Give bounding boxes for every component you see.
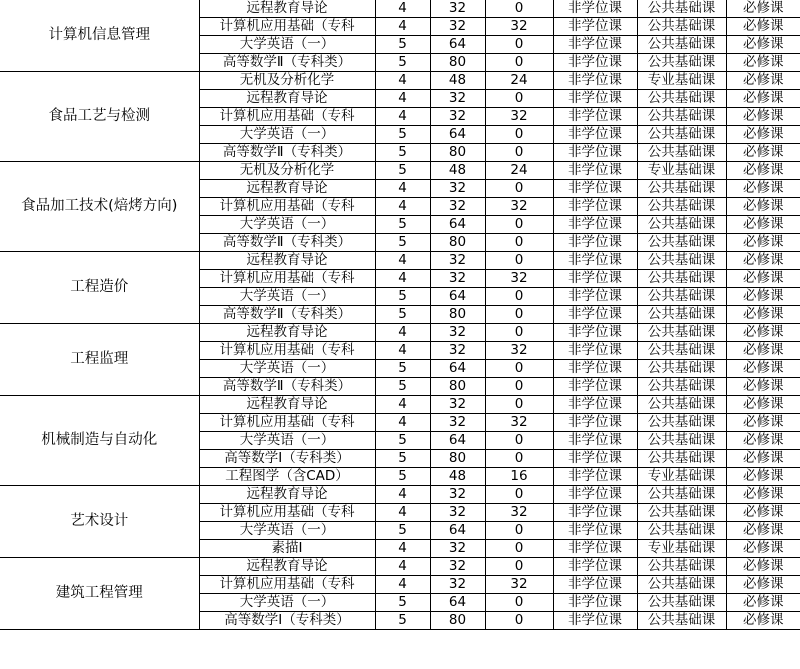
course-category-cell: 公共基础课 xyxy=(637,306,726,324)
credits-cell: 4 xyxy=(375,18,430,36)
credits-cell: 4 xyxy=(375,0,430,18)
hours-cell: 32 xyxy=(430,18,485,36)
lab-hours-cell: 0 xyxy=(485,144,553,162)
degree-type-cell: 非学位课 xyxy=(553,90,637,108)
course-category-cell: 公共基础课 xyxy=(637,144,726,162)
lab-hours-cell: 0 xyxy=(485,612,553,630)
credits-cell: 4 xyxy=(375,72,430,90)
course-category-cell: 公共基础课 xyxy=(637,180,726,198)
course-category-cell: 公共基础课 xyxy=(637,324,726,342)
course-category-cell: 公共基础课 xyxy=(637,234,726,252)
credits-cell: 4 xyxy=(375,540,430,558)
hours-cell: 64 xyxy=(430,126,485,144)
degree-type-cell: 非学位课 xyxy=(553,72,637,90)
course-category-cell: 公共基础课 xyxy=(637,594,726,612)
hours-cell: 64 xyxy=(430,216,485,234)
credits-cell: 5 xyxy=(375,360,430,378)
degree-type-cell: 非学位课 xyxy=(553,342,637,360)
course-nature-cell: 必修课 xyxy=(726,522,800,540)
degree-type-cell: 非学位课 xyxy=(553,324,637,342)
course-name-cell: 大学英语（一） xyxy=(199,288,375,306)
degree-type-cell: 非学位课 xyxy=(553,270,637,288)
course-name-cell: 计算机应用基础（专科 xyxy=(199,504,375,522)
degree-type-cell: 非学位课 xyxy=(553,162,637,180)
hours-cell: 32 xyxy=(430,0,485,18)
hours-cell: 32 xyxy=(430,342,485,360)
lab-hours-cell: 32 xyxy=(485,198,553,216)
degree-type-cell: 非学位课 xyxy=(553,576,637,594)
course-name-cell: 计算机应用基础（专科 xyxy=(199,108,375,126)
credits-cell: 4 xyxy=(375,198,430,216)
course-category-cell: 公共基础课 xyxy=(637,522,726,540)
major-cell: 计算机信息管理 xyxy=(0,0,199,72)
course-name-cell: 大学英语（一） xyxy=(199,126,375,144)
hours-cell: 32 xyxy=(430,108,485,126)
hours-cell: 48 xyxy=(430,468,485,486)
degree-type-cell: 非学位课 xyxy=(553,378,637,396)
course-nature-cell: 必修课 xyxy=(726,360,800,378)
course-category-cell: 公共基础课 xyxy=(637,558,726,576)
credits-cell: 5 xyxy=(375,216,430,234)
course-nature-cell: 必修课 xyxy=(726,414,800,432)
credits-cell: 5 xyxy=(375,162,430,180)
course-nature-cell: 必修课 xyxy=(726,306,800,324)
course-name-cell: 计算机应用基础（专科 xyxy=(199,576,375,594)
course-category-cell: 公共基础课 xyxy=(637,612,726,630)
course-name-cell: 远程教育导论 xyxy=(199,90,375,108)
table-row xyxy=(0,72,800,90)
course-nature-cell: 必修课 xyxy=(726,432,800,450)
lab-hours-cell: 0 xyxy=(485,522,553,540)
course-name-cell: 远程教育导论 xyxy=(199,558,375,576)
course-name-cell: 高等数学Ⅱ（专科类） xyxy=(199,144,375,162)
hours-cell: 64 xyxy=(430,36,485,54)
credits-cell: 5 xyxy=(375,36,430,54)
credits-cell: 4 xyxy=(375,324,430,342)
course-nature-cell: 必修课 xyxy=(726,90,800,108)
course-name-cell: 素描Ⅰ xyxy=(199,540,375,558)
credits-cell: 4 xyxy=(375,558,430,576)
course-nature-cell: 必修课 xyxy=(726,180,800,198)
hours-cell: 32 xyxy=(430,576,485,594)
credits-cell: 4 xyxy=(375,342,430,360)
credits-cell: 5 xyxy=(375,612,430,630)
course-nature-cell: 必修课 xyxy=(726,126,800,144)
table-row xyxy=(0,324,800,342)
lab-hours-cell: 16 xyxy=(485,468,553,486)
course-name-cell: 高等数学Ⅱ（专科类） xyxy=(199,306,375,324)
course-nature-cell: 必修课 xyxy=(726,612,800,630)
hours-cell: 64 xyxy=(430,522,485,540)
degree-type-cell: 非学位课 xyxy=(553,540,637,558)
major-cell: 建筑工程管理 xyxy=(0,558,199,630)
degree-type-cell: 非学位课 xyxy=(553,558,637,576)
course-category-cell: 公共基础课 xyxy=(637,270,726,288)
lab-hours-cell: 24 xyxy=(485,162,553,180)
credits-cell: 4 xyxy=(375,576,430,594)
lab-hours-cell: 32 xyxy=(485,18,553,36)
hours-cell: 32 xyxy=(430,540,485,558)
course-category-cell: 专业基础课 xyxy=(637,468,726,486)
degree-type-cell: 非学位课 xyxy=(553,414,637,432)
course-nature-cell: 必修课 xyxy=(726,504,800,522)
lab-hours-cell: 0 xyxy=(485,288,553,306)
major-cell: 食品加工技术(焙烤方向) xyxy=(0,162,199,252)
credits-cell: 5 xyxy=(375,594,430,612)
course-name-cell: 远程教育导论 xyxy=(199,486,375,504)
hours-cell: 32 xyxy=(430,414,485,432)
course-nature-cell: 必修课 xyxy=(726,468,800,486)
course-category-cell: 公共基础课 xyxy=(637,36,726,54)
course-nature-cell: 必修课 xyxy=(726,288,800,306)
course-nature-cell: 必修课 xyxy=(726,486,800,504)
degree-type-cell: 非学位课 xyxy=(553,144,637,162)
course-nature-cell: 必修课 xyxy=(726,342,800,360)
course-nature-cell: 必修课 xyxy=(726,234,800,252)
course-category-cell: 公共基础课 xyxy=(637,216,726,234)
course-name-cell: 远程教育导论 xyxy=(199,396,375,414)
degree-type-cell: 非学位课 xyxy=(553,180,637,198)
lab-hours-cell: 32 xyxy=(485,342,553,360)
lab-hours-cell: 0 xyxy=(485,432,553,450)
hours-cell: 32 xyxy=(430,558,485,576)
course-nature-cell: 必修课 xyxy=(726,252,800,270)
hours-cell: 64 xyxy=(430,360,485,378)
course-name-cell: 高等数学Ⅰ（专科类） xyxy=(199,612,375,630)
course-category-cell: 公共基础课 xyxy=(637,342,726,360)
course-category-cell: 公共基础课 xyxy=(637,90,726,108)
course-name-cell: 高等数学Ⅰ（专科类） xyxy=(199,450,375,468)
hours-cell: 32 xyxy=(430,252,485,270)
course-name-cell: 远程教育导论 xyxy=(199,0,375,18)
degree-type-cell: 非学位课 xyxy=(553,432,637,450)
degree-type-cell: 非学位课 xyxy=(553,288,637,306)
credits-cell: 4 xyxy=(375,396,430,414)
credits-cell: 5 xyxy=(375,126,430,144)
course-name-cell: 计算机应用基础（专科 xyxy=(199,414,375,432)
course-nature-cell: 必修课 xyxy=(726,396,800,414)
hours-cell: 80 xyxy=(430,612,485,630)
hours-cell: 32 xyxy=(430,180,485,198)
course-name-cell: 远程教育导论 xyxy=(199,324,375,342)
table-row xyxy=(0,396,800,414)
course-nature-cell: 必修课 xyxy=(726,162,800,180)
major-cell: 工程造价 xyxy=(0,252,199,324)
lab-hours-cell: 32 xyxy=(485,576,553,594)
table-row xyxy=(0,162,800,180)
course-category-cell: 公共基础课 xyxy=(637,288,726,306)
credits-cell: 5 xyxy=(375,144,430,162)
credits-cell: 5 xyxy=(375,450,430,468)
course-nature-cell: 必修课 xyxy=(726,36,800,54)
degree-type-cell: 非学位课 xyxy=(553,54,637,72)
course-name-cell: 大学英语（一） xyxy=(199,36,375,54)
course-name-cell: 远程教育导论 xyxy=(199,252,375,270)
course-name-cell: 大学英语（一） xyxy=(199,594,375,612)
course-nature-cell: 必修课 xyxy=(726,558,800,576)
hours-cell: 32 xyxy=(430,504,485,522)
course-nature-cell: 必修课 xyxy=(726,594,800,612)
course-nature-cell: 必修课 xyxy=(726,540,800,558)
credits-cell: 5 xyxy=(375,306,430,324)
credits-cell: 5 xyxy=(375,54,430,72)
degree-type-cell: 非学位课 xyxy=(553,0,637,18)
course-name-cell: 计算机应用基础（专科 xyxy=(199,198,375,216)
course-category-cell: 公共基础课 xyxy=(637,486,726,504)
major-cell: 艺术设计 xyxy=(0,486,199,558)
course-category-cell: 公共基础课 xyxy=(637,198,726,216)
hours-cell: 80 xyxy=(430,306,485,324)
credits-cell: 4 xyxy=(375,90,430,108)
course-category-cell: 公共基础课 xyxy=(637,576,726,594)
lab-hours-cell: 0 xyxy=(485,378,553,396)
course-nature-cell: 必修课 xyxy=(726,198,800,216)
course-category-cell: 公共基础课 xyxy=(637,360,726,378)
lab-hours-cell: 32 xyxy=(485,414,553,432)
hours-cell: 64 xyxy=(430,594,485,612)
hours-cell: 32 xyxy=(430,324,485,342)
course-name-cell: 计算机应用基础（专科 xyxy=(199,342,375,360)
lab-hours-cell: 0 xyxy=(485,0,553,18)
course-nature-cell: 必修课 xyxy=(726,144,800,162)
course-category-cell: 公共基础课 xyxy=(637,378,726,396)
degree-type-cell: 非学位课 xyxy=(553,216,637,234)
credits-cell: 4 xyxy=(375,252,430,270)
credits-cell: 4 xyxy=(375,486,430,504)
lab-hours-cell: 0 xyxy=(485,540,553,558)
course-category-cell: 公共基础课 xyxy=(637,108,726,126)
course-name-cell: 无机及分析化学 xyxy=(199,72,375,90)
course-nature-cell: 必修课 xyxy=(726,54,800,72)
course-category-cell: 公共基础课 xyxy=(637,396,726,414)
credits-cell: 4 xyxy=(375,270,430,288)
course-name-cell: 计算机应用基础（专科 xyxy=(199,18,375,36)
course-nature-cell: 必修课 xyxy=(726,378,800,396)
table-row xyxy=(0,252,800,270)
hours-cell: 48 xyxy=(430,72,485,90)
credits-cell: 4 xyxy=(375,504,430,522)
course-name-cell: 工程图学（含CAD） xyxy=(199,468,375,486)
hours-cell: 80 xyxy=(430,234,485,252)
hours-cell: 64 xyxy=(430,288,485,306)
degree-type-cell: 非学位课 xyxy=(553,108,637,126)
degree-type-cell: 非学位课 xyxy=(553,234,637,252)
credits-cell: 5 xyxy=(375,378,430,396)
lab-hours-cell: 0 xyxy=(485,450,553,468)
lab-hours-cell: 0 xyxy=(485,324,553,342)
lab-hours-cell: 32 xyxy=(485,108,553,126)
major-cell: 食品工艺与检测 xyxy=(0,72,199,162)
hours-cell: 48 xyxy=(430,162,485,180)
table-row xyxy=(0,0,800,18)
lab-hours-cell: 0 xyxy=(485,36,553,54)
degree-type-cell: 非学位课 xyxy=(553,18,637,36)
lab-hours-cell: 24 xyxy=(485,72,553,90)
lab-hours-cell: 0 xyxy=(485,126,553,144)
degree-type-cell: 非学位课 xyxy=(553,36,637,54)
course-category-cell: 公共基础课 xyxy=(637,18,726,36)
course-nature-cell: 必修课 xyxy=(726,0,800,18)
hours-cell: 32 xyxy=(430,198,485,216)
degree-type-cell: 非学位课 xyxy=(553,396,637,414)
degree-type-cell: 非学位课 xyxy=(553,198,637,216)
course-category-cell: 公共基础课 xyxy=(637,432,726,450)
course-name-cell: 高等数学Ⅱ（专科类） xyxy=(199,54,375,72)
course-category-cell: 公共基础课 xyxy=(637,126,726,144)
lab-hours-cell: 0 xyxy=(485,594,553,612)
course-nature-cell: 必修课 xyxy=(726,108,800,126)
course-name-cell: 无机及分析化学 xyxy=(199,162,375,180)
course-name-cell: 高等数学Ⅱ（专科类） xyxy=(199,234,375,252)
lab-hours-cell: 32 xyxy=(485,504,553,522)
course-category-cell: 专业基础课 xyxy=(637,540,726,558)
course-category-cell: 公共基础课 xyxy=(637,450,726,468)
major-cell: 机械制造与自动化 xyxy=(0,396,199,486)
credits-cell: 5 xyxy=(375,234,430,252)
course-category-cell: 公共基础课 xyxy=(637,504,726,522)
lab-hours-cell: 0 xyxy=(485,90,553,108)
credits-cell: 5 xyxy=(375,468,430,486)
credits-cell: 5 xyxy=(375,432,430,450)
hours-cell: 32 xyxy=(430,396,485,414)
degree-type-cell: 非学位课 xyxy=(553,612,637,630)
course-name-cell: 大学英语（一） xyxy=(199,432,375,450)
degree-type-cell: 非学位课 xyxy=(553,522,637,540)
lab-hours-cell: 0 xyxy=(485,234,553,252)
course-nature-cell: 必修课 xyxy=(726,72,800,90)
degree-type-cell: 非学位课 xyxy=(553,360,637,378)
lab-hours-cell: 0 xyxy=(485,54,553,72)
course-name-cell: 大学英语（一） xyxy=(199,216,375,234)
hours-cell: 80 xyxy=(430,378,485,396)
degree-type-cell: 非学位课 xyxy=(553,306,637,324)
degree-type-cell: 非学位课 xyxy=(553,594,637,612)
course-name-cell: 计算机应用基础（专科 xyxy=(199,270,375,288)
course-nature-cell: 必修课 xyxy=(726,576,800,594)
lab-hours-cell: 0 xyxy=(485,180,553,198)
credits-cell: 4 xyxy=(375,414,430,432)
table-row xyxy=(0,486,800,504)
credits-cell: 4 xyxy=(375,108,430,126)
course-category-cell: 公共基础课 xyxy=(637,252,726,270)
course-nature-cell: 必修课 xyxy=(726,324,800,342)
lab-hours-cell: 0 xyxy=(485,306,553,324)
degree-type-cell: 非学位课 xyxy=(553,486,637,504)
hours-cell: 32 xyxy=(430,486,485,504)
hours-cell: 64 xyxy=(430,432,485,450)
course-nature-cell: 必修课 xyxy=(726,450,800,468)
credits-cell: 5 xyxy=(375,522,430,540)
course-nature-cell: 必修课 xyxy=(726,216,800,234)
course-category-cell: 公共基础课 xyxy=(637,54,726,72)
degree-type-cell: 非学位课 xyxy=(553,504,637,522)
credits-cell: 4 xyxy=(375,180,430,198)
degree-type-cell: 非学位课 xyxy=(553,252,637,270)
course-category-cell: 专业基础课 xyxy=(637,162,726,180)
degree-type-cell: 非学位课 xyxy=(553,126,637,144)
lab-hours-cell: 0 xyxy=(485,252,553,270)
credits-cell: 5 xyxy=(375,288,430,306)
course-name-cell: 大学英语（一） xyxy=(199,522,375,540)
course-category-cell: 公共基础课 xyxy=(637,0,726,18)
hours-cell: 80 xyxy=(430,54,485,72)
major-cell: 工程监理 xyxy=(0,324,199,396)
course-nature-cell: 必修课 xyxy=(726,18,800,36)
degree-type-cell: 非学位课 xyxy=(553,450,637,468)
course-category-cell: 公共基础课 xyxy=(637,414,726,432)
course-nature-cell: 必修课 xyxy=(726,270,800,288)
lab-hours-cell: 0 xyxy=(485,396,553,414)
degree-type-cell: 非学位课 xyxy=(553,468,637,486)
course-name-cell: 高等数学Ⅱ（专科类） xyxy=(199,378,375,396)
lab-hours-cell: 0 xyxy=(485,216,553,234)
table-row xyxy=(0,558,800,576)
hours-cell: 32 xyxy=(430,90,485,108)
course-name-cell: 远程教育导论 xyxy=(199,180,375,198)
course-category-cell: 专业基础课 xyxy=(637,72,726,90)
lab-hours-cell: 32 xyxy=(485,270,553,288)
hours-cell: 32 xyxy=(430,270,485,288)
lab-hours-cell: 0 xyxy=(485,486,553,504)
lab-hours-cell: 0 xyxy=(485,558,553,576)
lab-hours-cell: 0 xyxy=(485,360,553,378)
hours-cell: 80 xyxy=(430,144,485,162)
hours-cell: 80 xyxy=(430,450,485,468)
course-name-cell: 大学英语（一） xyxy=(199,360,375,378)
